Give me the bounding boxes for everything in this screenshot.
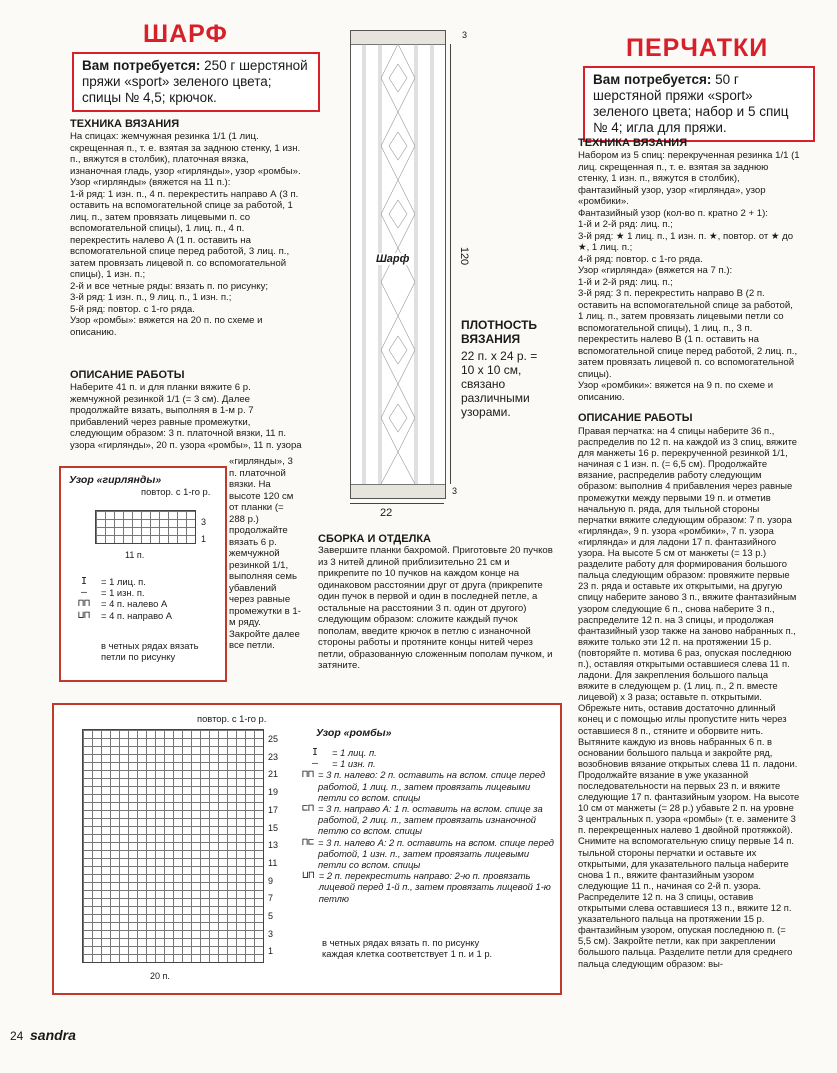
assembly-heading: СБОРКА И ОТДЕЛКА: [318, 533, 431, 545]
cross-left-icon: ⊓⊓: [302, 769, 315, 781]
twist-right-icon: ⊔⊓: [302, 870, 315, 882]
legend-item: ⊏⊓ = 3 п. направо А: 1 п. оставить на вспом. спице за работой, 2 лиц. п., затем провязать изнаночной петлю со вспом. спицы: [302, 803, 543, 837]
purl-symbol-icon: –: [80, 587, 88, 599]
rhombs-chart-box: [52, 703, 562, 995]
density-text: 22 п. х 24 р. = 10 х 10 см, связано различными узорами.: [461, 349, 538, 419]
row-number: 1: [268, 946, 274, 957]
garlands-row-label: 3: [201, 517, 207, 527]
legend-item: ⊔⊓ = 4 п. направо А: [71, 610, 221, 621]
row-number: 23: [268, 751, 279, 762]
legend-item: – = 1 изн. п.: [71, 587, 221, 598]
rhombs-grid: [82, 729, 264, 963]
row-number: 21: [268, 769, 279, 780]
dim-top: 3: [462, 30, 468, 40]
legend-item: ⊓⊏ = 3 п. налево А: 2 п. оставить на вспом. спице перед работой, 1 изн. п., затем провязать лицевыми петли со вспом. спицы: [302, 836, 554, 871]
legend-item: ⊓⊓ = 4 п. налево А: [71, 598, 221, 609]
row-number: 25: [268, 734, 279, 744]
row-number: 3: [268, 928, 274, 939]
dim-length: 120: [458, 246, 471, 266]
row-number: 19: [268, 787, 279, 798]
knit-symbol-icon: I: [80, 576, 88, 587]
row-number: 7: [268, 893, 274, 904]
scarf-title: ШАРФ: [143, 20, 228, 48]
scarf-description-text: Наберите 41 п. и для планки вяжите 6 р. жемчужной резинкой 1/1 (= 3 см). Далее продолжайте вязать, выполняя в 1-м р. 7 прибавлений через равные промежутки, следующим образом: 3 п. платочной вязки, 11 п. узора «гирлянды», 20 п. узора «ромбы», 11 п. узора: [70, 382, 302, 451]
row-number: 11: [268, 857, 278, 868]
rhombs-note: в четных рядах вязать п. по рисунку каждая клетка соответствует 1 п. и 1 р.: [322, 937, 493, 960]
purl-symbol-icon: –: [311, 758, 319, 770]
scarf-description-text-cont: «гирлянды», 3 п. платочной вязки. На высоте 120 см от планки (= 288 р.) продолжайте вязать 6 р. жемчужной резинкой 1/1, выполняя семь убавлений через равные промежутки в 1-м ряду. Закройте далее все петли.: [229, 456, 301, 651]
scarf-schematic: [350, 30, 446, 499]
row-number: 17: [268, 804, 279, 815]
gloves-title: ПЕРЧАТКИ: [626, 34, 769, 62]
legend-item: I = 1 лиц. п.: [302, 747, 554, 758]
row-number: 15: [268, 822, 279, 833]
row-number: 9: [268, 875, 274, 886]
gloves-materials-box: [583, 66, 815, 142]
gloves-need-label: Вам потребуется:: [593, 72, 712, 87]
garlands-width-label: 11 п.: [125, 550, 145, 560]
page-number: 24: [10, 1029, 24, 1043]
scarf-need-text: 250 г шерстяной пряжи «sport» зеленого цвета; спицы № 4,5; крючок.: [82, 58, 308, 105]
garlands-note: в четных рядах вязать петли по рисунку: [101, 640, 199, 663]
garlands-chart-box: [59, 466, 227, 682]
gloves-technique-text: Набором из 5 спиц: перекрученная резинка 1/1 (1 лиц. скрещенная п., т. е. взятая за заднюю стенку, 1 изн. п., вяжутся в столбик), фантазийный узор, узор «гирлянда», узор «ромбики». Фантазийный узор (кол-во п. кратно 2 + 1): 1-й и 2-й ряд: лиц. п.; 3-й ряд: ★ 1 лиц. п., 1 изн. п. ★, повтор. от ★ до ★, 1 лиц. п.; 4-й ряд: повтор. с 1-го ряда. Узор «гирлянда» (вяжется на 7 п.): 1-й и 2-й ряд: лиц. п.; 3-й ряд: 3 п. перекрестить направо В (2 п. оставить на вспомогательной спице за работой, 1 лиц. п., затем провязать лицевыми петли со вспомогательной спицы), 1 лиц. п., 3 п. перекрестить налево В (1 п. оставить на вспомогательной спице перед работой, 2 лиц. п., затем провязать лицевой п. со вспомогательной спицы). Узор «ромбики»: вяжется на 9 п. по схеме и описанию.: [578, 150, 800, 403]
scarf-label: Шарф: [373, 253, 412, 265]
rhombs-chart-title: Узор «ромбы»: [316, 727, 392, 739]
cross-left-a-icon: ⊓⊏: [302, 836, 315, 848]
garlands-repeat-label: повтор. с 1-го р.: [141, 486, 211, 497]
rhombs-width-label: 20 п.: [150, 971, 170, 981]
gloves-need-text: 50 г шерстяной пряжи «sport» зеленого цвета; набор и 5 спиц № 4; игла для пряжи.: [593, 72, 789, 135]
gloves-description-text: Правая перчатка: на 4 спицы наберите 36 п., распределив по 12 п. на каждой из 3 спиц, вяжите для манжеты 16 р. перекрученной резинкой 1/1, начиная с 1 изн. п. (= 6,5 см). Продолжайте вязание, распределив работу следующим образом: выполнив 4 прибавления через равные промежутки между первыми 19 п. и отметив начальную п. ряда, для тыльной стороны перчатки вяжите следующим образом: 7 п. узора «гирлянда», 9 п. узора «ромбики», 7 п. узора «гирлянда» и для ладони 17 п. фантазийного узора. На высоте 5 см от манжеты (= 13 р.) разделите работу для формирования большого пальца следующим образом: провяжите первые 23 п. ряда и оставьте их открытыми, на другую спицу наберите заново 3 п., вяжите фантазийным узором следующие 6 п., снова наберите 3 п., распределите 12 п. на 3 спицы, и продолжая фантазийный узор также на заново набранных п., вяжите только эти 12 п. на протяжении 15 р. (повторяйте п. мотива 6 раз, опуская последнюю п.), оставляя открытыми оставшиеся слева 11 п. ладони. Для закрепления большого пальца вяжите в следующем р. (1 лиц. п., 2 п. вместе лицевой) х 3 раза; оставьте п. открытыми. Обрежьте нить, оставив достаточно длинный конец и с помощью иглы пропустите нить через оставшиеся 8 п., стяните и оборвите нить. Вытяните каждую из вновь набранных 6 п. в основании большого пальца и закройте ряд, возобновив вязание открытых слева 11 п. ладони. Продолжайте вязание в уже указанной последовательности на первых 23 п. и вяжите следующие 17 п. фантазийным узором. На высоте 10 см от манжеты (= 28 р.) убавьте 2 п. на уровне 3 центральных п. узора «ромбы» (т. е. замените 3 п. перекрещенных налево 1 двойной протяжкой). Снимите на вспомогательную спицу первые 14 п. тыльной стороны перчатки и оставьте их открытыми, для указательного пальца наберите снова 1 п., вяжите фантазийным узором следующие 11 п., начиная со 2-й п. узора. Распределите 12 п. на 3 спицы, оставив открытыми слева оставшиеся 13 п., вяжите 12 п. указательного пальца на протяжении 15 р. фантазийным узором, опуская последнюю п. (= 5,5 см). Закройте петли, как при закреплении большого пальца. Разделите петли для среднего пальца следующим образом: вы-: [578, 425, 800, 969]
legend-item: ⊔⊓ = 2 п. перекрестить направо: 2-ю п. провязать лицевой перед 1-й п., затем провязать лицевой 1-ю петлю: [302, 870, 551, 904]
row-number: 5: [268, 911, 274, 922]
legend-item: – = 1 изн. п.: [302, 758, 554, 769]
row-number: 13: [268, 840, 279, 851]
scarf-materials-box: [72, 52, 320, 112]
brand-logo: sandra: [30, 1027, 76, 1043]
legend-item: ⊓⊓ = 3 п. налево: 2 п. оставить на вспом. спице перед работой, 1 лиц. п., затем провязать лицевыми петли со вспом. спицы: [302, 769, 546, 803]
gloves-technique-heading: ТЕХНИКА ВЯЗАНИЯ: [578, 137, 688, 149]
garlands-chart-title: Узор «гирлянды»: [69, 474, 162, 486]
dim-width: 22: [380, 507, 393, 519]
scarf-technique-text: На спицах: жемчужная резинка 1/1 (1 лиц. скрещенная п., т. е. взятая за заднюю стенку, 1 изн. п., вяжутся в столбик), платочная вязка, изнаночная гладь, узор «гирлянды», узор «ромбы». Узор «гирлянды» (вяжется на 11 п.): 1-й ряд: 1 изн. п., 4 п. перекрестить направо А (3 п. оставить на вспомогательной спице за работой, 1 лиц. п., затем провязать лицевыми п. со вспомогательной спицы), 1 лиц. п., 4 п. перекрестить налево А (1 п. оставить на вспомогательной спице перед работой, 3 лиц. п., затем провязать лицевой п. со вспомогательной спицы), 1 изн. п.; 2-й и все четные ряды: вязать п. по рисунку; 3-й ряд: 1 изн. п., 9 лиц. п., 1 изн. п.; 5-й ряд: повтор. с 1-го ряда. Узор «ромбы»: вяжется на 20 п. по схеме и описанию.: [70, 131, 301, 338]
assembly-text: Завершите планки бахромой. Приготовьте 20 пучков из 3 нитей длиной приблизительно 21 см и прикрепите по 10 пучков на каждом конце на одинаковом расстоянии друг от друга (прикрепите один пучок в первой и один в последней петле, а остальные на расстоянии 3 п. один от другого) следующим образом: сложите каждый пучок пополам, введите крючок в петлю с изнаночной стороны работы и протяните концы нитей через петли, образованную сложенным пополам пучком, и затяните.: [318, 545, 553, 671]
scarf-description-heading: ОПИСАНИЕ РАБОТЫ: [70, 369, 185, 381]
garlands-grid: [95, 510, 196, 544]
scarf-need-label: Вам потребуется:: [82, 58, 201, 73]
cross-right-a-icon: ⊏⊓: [302, 803, 315, 815]
cross-right-icon: ⊔⊓: [77, 609, 91, 621]
rhombs-repeat-label: повтор. с 1-го р.: [197, 713, 267, 724]
rhombs-row-numbers: [268, 731, 288, 961]
cross-left-icon: ⊓⊓: [77, 598, 91, 610]
gloves-description-heading: ОПИСАНИЕ РАБОТЫ: [578, 412, 693, 424]
dim-bottom: 3: [452, 486, 458, 496]
scarf-technique-heading: ТЕХНИКА ВЯЗАНИЯ: [70, 118, 180, 130]
knit-symbol-icon: I: [311, 747, 319, 758]
legend-item: I = 1 лиц. п.: [71, 576, 221, 587]
garlands-row-label: 1: [201, 534, 207, 544]
density-heading: ПЛОТНОСТЬ ВЯЗАНИЯ: [461, 318, 538, 346]
